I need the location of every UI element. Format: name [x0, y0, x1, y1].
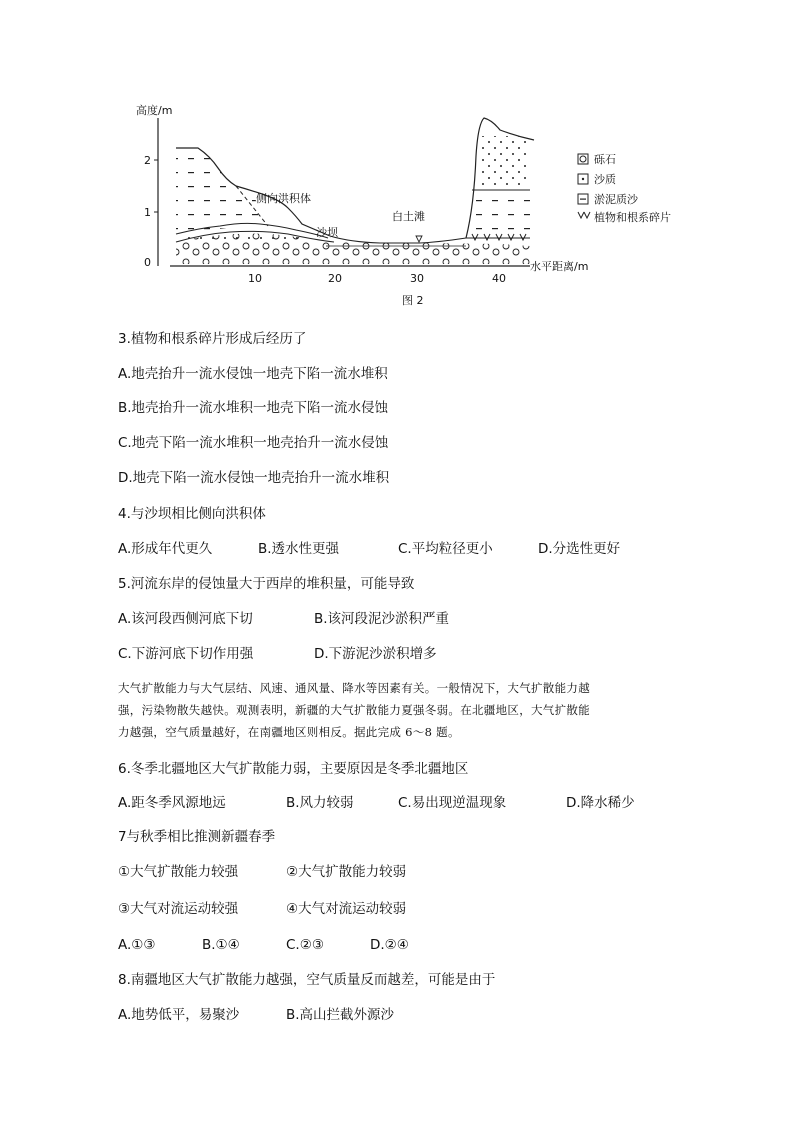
label-lateral-fan: 侧向洪积体	[256, 192, 311, 205]
passage-line-3: 力越强，空气质量越好，在南疆地区则相反。据此完成 6～8 题。	[118, 725, 460, 739]
question-6-stem: 6.冬季北疆地区大气扩散能力弱，主要原因是冬季北疆地区	[118, 761, 469, 777]
x-tick-30: 30	[410, 272, 424, 285]
q7-option-d: D.②④	[370, 937, 409, 953]
q3-option-a: A.地壳抬升一流水侵蚀一地壳下陷一流水堆积	[118, 366, 388, 382]
y-tick-2: 2	[144, 154, 151, 167]
x-tick-40: 40	[492, 272, 506, 285]
q4-option-d: D.分选性更好	[538, 541, 621, 557]
q4-option-a: A.形成年代更久	[118, 541, 213, 557]
q3-option-d: D.地壳下陷一流水侵蚀一地壳抬升一流水堆积	[118, 470, 390, 486]
q7-option-b: B.①④	[202, 937, 240, 953]
q3-option-b: B.地壳抬升一流水堆积一地壳下陷一流水侵蚀	[118, 400, 389, 416]
q7-statement-1: ①大气扩散能力较强	[118, 864, 239, 880]
legend-silt: 淤泥质沙	[594, 193, 638, 206]
y-tick-1: 1	[144, 206, 151, 219]
q4-option-b: B.透水性更强	[258, 541, 340, 557]
y-axis-label: 高度/m	[136, 104, 173, 117]
x-tick-20: 20	[328, 272, 342, 285]
legend	[578, 154, 590, 218]
label-sand-bar: 沙坝	[316, 226, 338, 239]
q8-option-a: A.地势低平，易聚沙	[118, 1007, 240, 1023]
question-5-stem: 5.河流东岸的侵蚀量大于西岸的堆积量，可能导致	[118, 576, 415, 592]
cross-section-figure	[120, 96, 671, 311]
q6-option-a: A.距冬季风源地远	[118, 795, 226, 811]
legend-sand: 沙质	[594, 173, 616, 186]
y-tick-0: 0	[144, 256, 151, 269]
q4-option-c: C.平均粒径更小	[398, 541, 493, 557]
q5-option-d: D.下游泥沙淤积增多	[314, 646, 437, 662]
q7-statement-2: ②大气扩散能力较弱	[286, 864, 407, 880]
figure-caption: 图 2	[402, 294, 424, 307]
q6-option-b: B.风力较弱	[286, 795, 354, 811]
q8-option-b: B.高山拦截外源沙	[286, 1007, 395, 1023]
q5-option-a: A.该河段西侧河底下切	[118, 611, 253, 627]
q5-option-b: B.该河段泥沙淤积严重	[314, 611, 450, 627]
question-8-stem: 8.南疆地区大气扩散能力越强，空气质量反而越差，可能是由于	[118, 972, 496, 988]
q6-option-d: D.降水稀少	[566, 795, 635, 811]
legend-plant: 植物和根系碎片	[594, 211, 671, 224]
q7-option-c: C.②③	[286, 937, 324, 953]
left-bank-silt	[176, 148, 260, 234]
legend-gravel: 砾石	[594, 153, 616, 166]
q6-option-c: C.易出现逆温现象	[398, 795, 507, 811]
q3-option-c: C.地壳下陷一流水堆积一地壳抬升一流水侵蚀	[118, 435, 389, 451]
passage-line-2: 强，污染物散失越快。观测表明，新疆的大气扩散能力夏强冬弱。在北疆地区，大气扩散能	[118, 703, 590, 717]
q7-option-a: A.①③	[118, 937, 156, 953]
q7-statement-4: ④大气对流运动较弱	[286, 901, 407, 917]
question-4-stem: 4.与沙坝相比侧向洪积体	[118, 506, 266, 522]
question-3-stem: 3.植物和根系碎片形成后经历了	[118, 331, 307, 347]
x-tick-10: 10	[248, 272, 262, 285]
passage-line-1: 大气扩散能力与大气层结、风速、通风量、降水等因素有关。一般情况下，大气扩散能力越	[118, 681, 590, 695]
q5-option-c: C.下游河底下切作用强	[118, 646, 254, 662]
label-white-soil: 白土滩	[392, 210, 425, 223]
q7-statement-3: ③大气对流运动较强	[118, 901, 239, 917]
x-axis-label: 水平距离/m	[530, 260, 589, 273]
question-7-stem: 7与秋季相比推测新疆春季	[118, 829, 276, 845]
